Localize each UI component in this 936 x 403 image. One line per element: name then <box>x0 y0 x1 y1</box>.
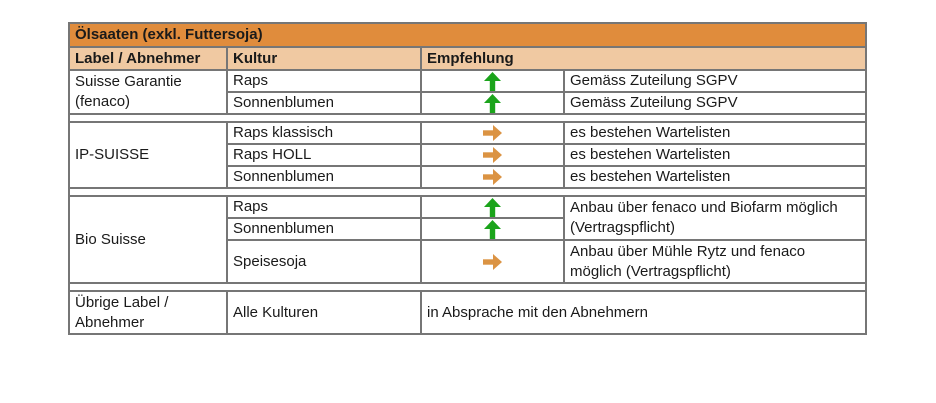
section-gap <box>69 114 866 122</box>
section-gap-spacer <box>69 188 866 196</box>
kultur-cell: Sonnenblumen <box>227 166 421 188</box>
empfehlung-text-cell: Anbau über Mühle Rytz und fenaco möglich (Vertragspflicht) <box>564 240 866 283</box>
up-arrow-icon <box>484 72 501 91</box>
kultur-cell: Raps <box>227 196 421 218</box>
up-arrow-icon <box>484 220 501 239</box>
col-header-empfehlung: Empfehlung <box>421 47 866 70</box>
col-header-label-abnehmer: Label / Abnehmer <box>69 47 227 70</box>
table-row <box>69 70 866 92</box>
up-arrow-icon <box>484 94 501 113</box>
table-row <box>69 122 866 144</box>
empfehlung-text-cell: es bestehen Wartelisten <box>564 144 866 166</box>
right-arrow-icon <box>483 254 502 270</box>
section-label-suisse-garantie: Suisse Garantie (fenaco) <box>69 70 227 114</box>
empfehlung-text-cell: es bestehen Wartelisten <box>564 166 866 188</box>
empfehlung-text-cell: Gemäss Zuteilung SGPV <box>564 70 866 92</box>
section-gap <box>69 283 866 291</box>
kultur-cell: Raps HOLL <box>227 144 421 166</box>
up-arrow-icon <box>484 198 501 217</box>
kultur-cell: Alle Kulturen <box>227 291 421 334</box>
empfehlung-arrow-cell <box>421 240 564 283</box>
oelsaaten-table <box>68 22 867 335</box>
section-label-bio-suisse: Bio Suisse <box>69 196 227 283</box>
section-gap <box>69 188 866 196</box>
empfehlung-text-cell: es bestehen Wartelisten <box>564 122 866 144</box>
kultur-cell: Speisesoja <box>227 240 421 283</box>
empfehlung-arrow-cell <box>421 166 564 188</box>
empfehlung-arrow-cell <box>421 122 564 144</box>
table-title-row <box>69 23 866 47</box>
empfehlung-arrow-cell <box>421 196 564 218</box>
section-label-uebrige: Übrige Label / Abnehmer <box>69 291 227 334</box>
empfehlung-text-cell: Gemäss Zuteilung SGPV <box>564 92 866 114</box>
right-arrow-icon <box>483 147 502 163</box>
kultur-cell: Raps <box>227 70 421 92</box>
table-title: Ölsaaten (exkl. Futtersoja) <box>69 23 866 47</box>
kultur-cell: Sonnenblumen <box>227 92 421 114</box>
section-gap-spacer <box>69 114 866 122</box>
section-label-ip-suisse: IP-SUISSE <box>69 122 227 188</box>
table-row <box>69 196 866 218</box>
empfehlung-arrow-cell <box>421 70 564 92</box>
empfehlung-arrow-cell <box>421 92 564 114</box>
kultur-cell: Sonnenblumen <box>227 218 421 240</box>
empfehlung-text-cell: in Absprache mit den Abnehmern <box>421 291 866 334</box>
section-gap-spacer <box>69 283 866 291</box>
col-header-kultur: Kultur <box>227 47 421 70</box>
right-arrow-icon <box>483 125 502 141</box>
kultur-cell: Raps klassisch <box>227 122 421 144</box>
empfehlung-text-cell: Anbau über fenaco und Biofarm möglich (Vertragspflicht) <box>564 196 866 240</box>
column-header-row <box>69 47 866 70</box>
empfehlung-arrow-cell <box>421 144 564 166</box>
right-arrow-icon <box>483 169 502 185</box>
table-row <box>69 291 866 334</box>
empfehlung-arrow-cell <box>421 218 564 240</box>
